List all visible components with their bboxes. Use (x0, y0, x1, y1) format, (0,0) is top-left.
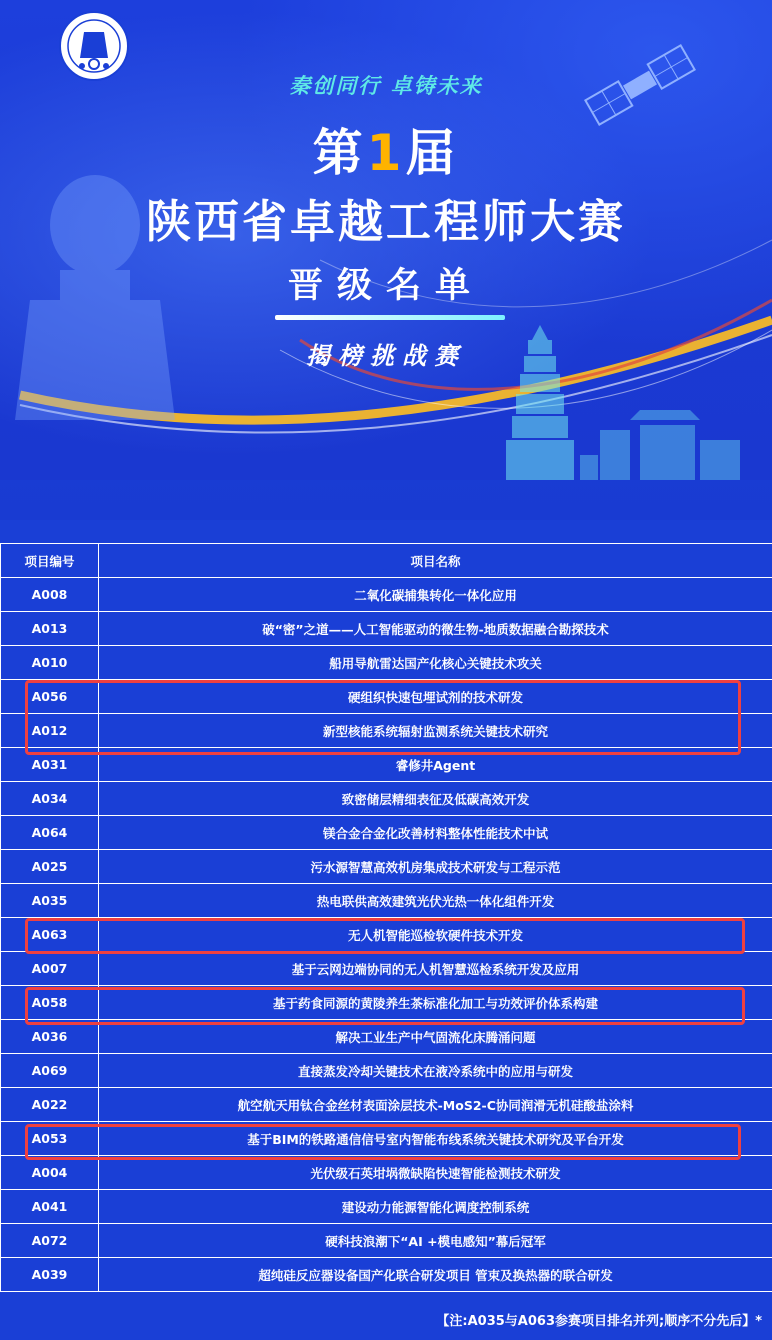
project-name: 无人机智能巡检软硬件技术开发 (99, 918, 772, 952)
project-name: 破“密”之道——人工智能驱动的微生物-地质数据融合勘探技术 (99, 612, 772, 646)
project-name: 基于BIM的铁路通信信号室内智能布线系统关键技术研究及平台开发 (99, 1122, 772, 1156)
contest-name: 陕西省卓越工程师大赛 (145, 195, 626, 248)
project-code: A012 (1, 714, 99, 748)
project-name: 解决工业生产中气固流化床腾涌问题 (99, 1020, 772, 1054)
table-header-row (1, 544, 772, 578)
table-row (1, 1088, 772, 1122)
city-skyline (580, 410, 740, 480)
project-name: 污水源智慧高效机房集成技术研发与工程示范 (99, 850, 772, 884)
title-divider (275, 315, 505, 320)
slogan: 秦创同行 卓铸未来 (289, 74, 483, 98)
project-name: 超纯硅反应器设备国产化联合研发项目 管束及换热器的联合研发 (99, 1258, 772, 1292)
project-name: 建设动力能源智能化调度控制系统 (99, 1190, 772, 1224)
project-name: 硬组织快速包埋试剂的技术研发 (99, 680, 772, 714)
project-name: 基于药食同源的黄陵养生茶标准化加工与功效评价体系构建 (99, 986, 772, 1020)
project-code: A008 (1, 578, 99, 612)
edition-number: 1 (366, 124, 406, 182)
highlight-box-a056-a012 (25, 680, 741, 755)
project-code: A035 (1, 884, 99, 918)
highlight-box-a053 (25, 1124, 741, 1160)
header-project-name: 项目名称 (99, 544, 772, 578)
project-name: 致密储层精细表征及低碳高效开发 (99, 782, 772, 816)
project-code: A064 (1, 816, 99, 850)
project-code: A072 (1, 1224, 99, 1258)
project-code: A063 (1, 918, 99, 952)
footnote: 【注:A035与A063参赛项目排名并列;顺序不分先后】* (436, 1314, 762, 1329)
project-code: A041 (1, 1190, 99, 1224)
table-row (1, 782, 772, 816)
project-name: 热电联供高效建筑光伏光热一体化组件开发 (99, 884, 772, 918)
project-code: A007 (1, 952, 99, 986)
hero-banner (0, 0, 772, 520)
project-name: 光伏级石英坩埚微缺陷快速智能检测技术研发 (99, 1156, 772, 1190)
project-name: 睿修井Agent (99, 748, 772, 782)
edition-prefix: 第 (312, 124, 367, 182)
edition-suffix: 届 (405, 124, 460, 182)
project-name: 直接蒸发冷却关键技术在液冷系统中的应用与研发 (99, 1054, 772, 1088)
project-code: A056 (1, 680, 99, 714)
table-row (1, 612, 772, 646)
highlight-box-a058 (25, 987, 745, 1025)
project-name: 新型核能系统辐射监测系统关键技术研究 (99, 714, 772, 748)
edition-title (0, 113, 772, 185)
project-name: 船用导航雷达国产化核心关键技术攻关 (99, 646, 772, 680)
project-code: A031 (1, 748, 99, 782)
list-title: 晋级名单 (287, 266, 484, 306)
stage-name: 揭榜挑战赛 (306, 342, 466, 370)
header-project-code: 项目编号 (1, 544, 99, 578)
project-name: 二氧化碳捕集转化一体化应用 (99, 578, 772, 612)
project-code: A010 (1, 646, 99, 680)
project-code: A034 (1, 782, 99, 816)
table-row (1, 850, 772, 884)
project-code: A058 (1, 986, 99, 1020)
table-row (1, 816, 772, 850)
project-code: A022 (1, 1088, 99, 1122)
project-code: A036 (1, 1020, 99, 1054)
project-code: A039 (1, 1258, 99, 1292)
table-row (1, 1258, 772, 1292)
project-code: A025 (1, 850, 99, 884)
highlight-box-a063 (25, 918, 745, 954)
project-name: 基于云网边端协同的无人机智慧巡检系统开发及应用 (99, 952, 772, 986)
project-code: A013 (1, 612, 99, 646)
table-row (1, 1190, 772, 1224)
project-name: 硬科技浪潮下“AI +模电感知”幕后冠军 (99, 1224, 772, 1258)
project-code: A069 (1, 1054, 99, 1088)
project-name: 镁合金合金化改善材料整体性能技术中试 (99, 816, 772, 850)
table-row (1, 1224, 772, 1258)
table-row (1, 884, 772, 918)
table-row (1, 1054, 772, 1088)
table-row (1, 578, 772, 612)
project-code: A053 (1, 1122, 99, 1156)
project-code: A004 (1, 1156, 99, 1190)
project-name: 航空航天用钛合金丝材表面涂层技术-MoS2-C协同润滑无机硅酸盐涂料 (99, 1088, 772, 1122)
table-row (1, 1156, 772, 1190)
table-row (1, 646, 772, 680)
table-row (1, 952, 772, 986)
